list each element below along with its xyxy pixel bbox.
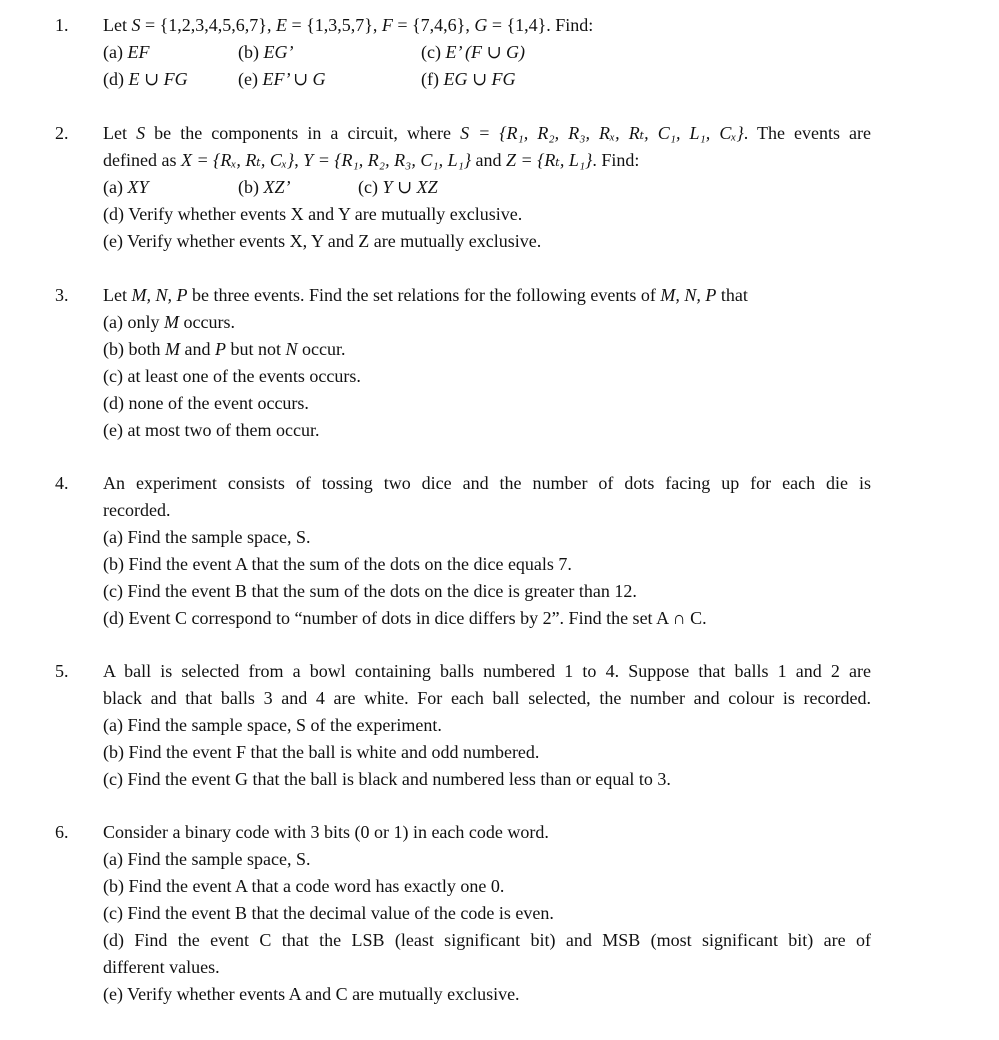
part-d: (d) Event C correspond to “number of dots in dice differs by 2”. Find the set A ∩ C. <box>103 608 707 628</box>
question-number: 1. <box>55 15 69 35</box>
question-intro: A ball is selected from a bowl containing balls numbered 1 to 4. Suppose that balls 1 and 2 are <box>103 661 871 681</box>
part-a: (a) Find the sample space, S of the experiment. <box>103 715 442 735</box>
question-body <box>103 120 871 255</box>
question-body <box>103 658 871 793</box>
parts-row <box>103 66 871 93</box>
part-d: (d) Find the event C that the LSB (least significant bit) and MSB (most significant bit) are of <box>103 930 871 950</box>
part-a: (a) Find the sample space, S. <box>103 849 311 869</box>
part-d-cont: different values. <box>103 957 220 977</box>
part-d: (d) Verify whether events X and Y are mutually exclusive. <box>103 204 523 224</box>
part-b: (b) XZ’ <box>238 177 291 197</box>
part-c: (c) Y ∪ XZ <box>358 177 438 197</box>
question-intro: Let M, N, P be three events. Find the set relations for the following events of M, N, P that <box>103 285 748 305</box>
part-b: (b) EG’ <box>238 42 294 62</box>
part-d: (d) none of the event occurs. <box>103 393 309 413</box>
part-a: (a) XY <box>103 177 149 197</box>
question-number: 2. <box>55 123 69 143</box>
part-a: (a) only M occurs. <box>103 312 235 332</box>
part-a: (a) Find the sample space, S. <box>103 527 311 547</box>
parts-row <box>103 174 871 201</box>
part-e: (e) at most two of them occur. <box>103 420 320 440</box>
part-a: (a) EF <box>103 42 150 62</box>
question-body <box>103 819 871 1008</box>
part-c: (c) Find the event G that the ball is black and numbered less than or equal to 3. <box>103 769 671 789</box>
part-f: (f) EG ∪ FG <box>421 69 516 89</box>
part-b: (b) both M and P but not N occur. <box>103 339 346 359</box>
question-body <box>103 470 871 632</box>
question-body <box>103 12 871 93</box>
question-intro-cont: black and that balls 3 and 4 are white. For each ball selected, the number and colour is recorded. <box>103 688 871 708</box>
question-number: 5. <box>55 661 69 681</box>
question-intro-cont: defined as X = {Rₓ, Rₜ, Cₓ}, Y = {R₁, R₂, R₃, C₁, L₁} and Z = {Rₜ, L₁}. Find: <box>103 150 640 170</box>
question-intro-cont: recorded. <box>103 500 171 520</box>
question-intro: An experiment consists of tossing two dice and the number of dots facing up for each die is <box>103 473 871 493</box>
question-body <box>103 282 871 444</box>
question-intro: Let S = {1,2,3,4,5,6,7}, E = {1,3,5,7}, F = {7,4,6}, G = {1,4}. Find: <box>103 15 594 35</box>
parts-row <box>103 39 871 66</box>
question-intro: Consider a binary code with 3 bits (0 or 1) in each code word. <box>103 822 549 842</box>
question-number: 3. <box>55 285 69 305</box>
part-e: (e) EF’ ∪ G <box>238 69 326 89</box>
part-e: (e) Verify whether events A and C are mutually exclusive. <box>103 984 520 1004</box>
part-b: (b) Find the event F that the ball is white and odd numbered. <box>103 742 540 762</box>
part-c: (c) Find the event B that the sum of the dots on the dice is greater than 12. <box>103 581 637 601</box>
part-c: (c) at least one of the events occurs. <box>103 366 361 386</box>
question-intro: Let S be the components in a circuit, where S = {R₁, R₂, R₃, Rₓ, Rₜ, C₁, L₁, Cₓ}. The events are <box>103 123 872 143</box>
part-b: (b) Find the event A that the sum of the dots on the dice equals 7. <box>103 554 572 574</box>
part-c: (c) Find the event B that the decimal value of the code is even. <box>103 903 554 923</box>
question-number: 6. <box>55 822 69 842</box>
part-c: (c) E’ (F ∪ G) <box>421 42 526 62</box>
part-e: (e) Verify whether events X, Y and Z are mutually exclusive. <box>103 231 542 251</box>
question-number: 4. <box>55 473 69 493</box>
part-d: (d) E ∪ FG <box>103 69 188 89</box>
part-b: (b) Find the event A that a code word has exactly one 0. <box>103 876 505 896</box>
